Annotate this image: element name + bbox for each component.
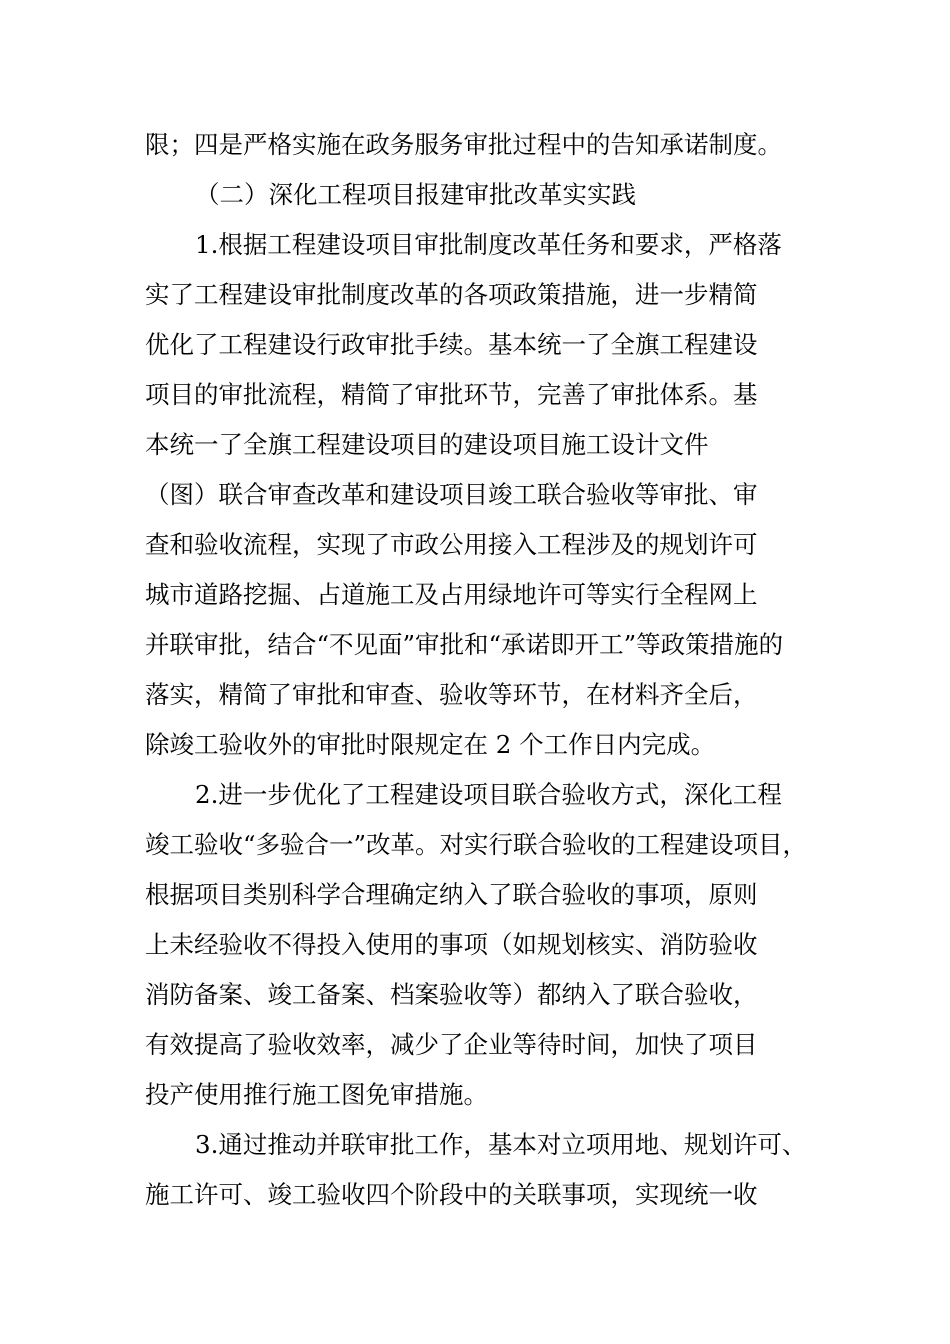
line-text: 2.进一步优化了工程建设项目联合验收方式，深化工程 (195, 780, 782, 809)
text-line (0, 875, 950, 915)
text-line (0, 475, 950, 515)
line-text: 实了工程建设审批制度改革的各项政策措施，进一步精简 (145, 280, 758, 309)
text-line (0, 375, 950, 415)
line-text: （二）深化工程项目报建审批改革实实践 (195, 180, 636, 209)
text-line (0, 975, 950, 1015)
text-line (0, 775, 950, 815)
line-text: （图）联合审查改革和建设项目竣工联合验收等审批、审 (145, 480, 758, 509)
text-line (0, 525, 950, 565)
line-text: 并联审批，结合“不见面”审批和“承诺即开工”等政策措施的 (145, 630, 784, 659)
text-line (0, 725, 950, 765)
text-line (0, 1025, 950, 1065)
line-text: 落实，精简了审批和审查、验收等环节，在材料齐全后， (145, 680, 758, 709)
line-text: 上未经验收不得投入使用的事项（如规划核实、消防验收 (145, 930, 758, 959)
line-text: 除竣工验收外的审批时限规定在 2 个工作日内完成。 (145, 730, 716, 759)
line-text: 限；四是严格实施在政务服务审批过程中的告知承诺制度。 (145, 130, 782, 159)
line-text: 查和验收流程，实现了市政公用接入工程涉及的规划许可 (145, 530, 758, 559)
line-text: 竣工验收“多验合一”改革。对实行联合验收的工程建设项目， (145, 830, 808, 859)
line-text: 项目的审批流程，精简了审批环节，完善了审批体系。基 (145, 380, 758, 409)
line-text: 3.通过推动并联审批工作，基本对立项用地、规划许可、 (195, 1130, 807, 1159)
text-line (0, 1075, 950, 1115)
text-line (0, 675, 950, 715)
text-line (0, 275, 950, 315)
line-text: 根据项目类别科学合理确定纳入了联合验收的事项，原则 (145, 880, 758, 909)
text-line (0, 625, 950, 665)
text-line (0, 325, 950, 365)
line-text: 1.根据工程建设项目审批制度改革任务和要求，严格落 (195, 230, 782, 259)
text-line (0, 825, 950, 865)
text-line (0, 425, 950, 465)
line-text: 消防备案、竣工备案、档案验收等）都纳入了联合验收， (145, 980, 758, 1009)
line-text: 优化了工程建设行政审批手续。基本统一了全旗工程建设 (145, 330, 758, 359)
line-text: 施工许可、竣工验收四个阶段中的关联事项，实现统一收 (145, 1180, 758, 1209)
section-heading (0, 175, 950, 215)
text-line (0, 225, 950, 265)
text-line (0, 925, 950, 965)
line-text: 城市道路挖掘、占道施工及占用绿地许可等实行全程网上 (145, 580, 758, 609)
text-line (0, 575, 950, 615)
text-line (0, 125, 950, 165)
line-text: 本统一了全旗工程建设项目的建设项目施工设计文件 (145, 430, 709, 459)
text-line (0, 1125, 950, 1165)
line-text: 投产使用推行施工图免审措施。 (145, 1080, 488, 1109)
text-line (0, 1175, 950, 1215)
line-text: 有效提高了验收效率，减少了企业等待时间，加快了项目 (145, 1030, 758, 1059)
